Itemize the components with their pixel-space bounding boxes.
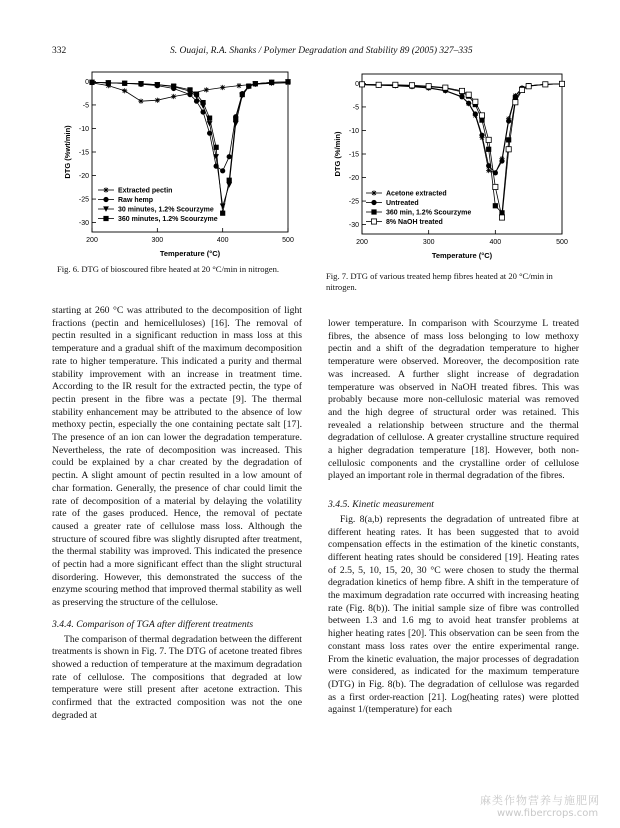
data-point xyxy=(559,81,564,86)
data-point xyxy=(473,111,478,116)
y-axis-label: DTG (%/min) xyxy=(333,131,342,177)
legend-marker xyxy=(371,200,376,205)
x-tick-label: 200 xyxy=(356,239,368,246)
y-tick-label: -20 xyxy=(348,175,359,183)
legend-label: Raw hemp xyxy=(118,197,154,204)
data-point xyxy=(106,80,111,85)
watermark-url: www.fibercrops.com xyxy=(497,808,599,819)
left-column xyxy=(52,305,302,723)
data-point xyxy=(207,116,212,121)
legend-label: 30 minutes, 1.2% Scourzyme xyxy=(118,206,214,214)
data-point xyxy=(227,178,232,183)
data-point xyxy=(269,80,274,85)
section-heading-3-4-5: 3.4.5. Kinetic measurement xyxy=(328,499,434,511)
data-point xyxy=(506,147,511,152)
data-point xyxy=(376,82,381,87)
data-point xyxy=(443,85,448,90)
y-tick-label: -20 xyxy=(78,173,89,181)
fig6-chart xyxy=(48,62,302,274)
data-point xyxy=(187,87,192,92)
legend-label: 8% NaOH treated xyxy=(386,219,443,226)
data-point xyxy=(253,81,258,86)
legend-label: Acetone extracted xyxy=(386,190,447,198)
data-point xyxy=(486,168,491,173)
data-point xyxy=(155,82,160,87)
data-point xyxy=(246,84,251,89)
legend-label: Extracted pectin xyxy=(118,187,173,195)
data-point xyxy=(220,168,225,173)
data-point xyxy=(543,82,548,87)
x-tick-label: 300 xyxy=(422,239,435,246)
data-point xyxy=(227,154,232,159)
watermark-chinese: 麻类作物营养与施肥网 xyxy=(480,794,600,807)
data-point xyxy=(359,82,364,87)
legend-label: 360 min, 1.2% Scourzyme xyxy=(386,209,472,217)
x-tick-label: 400 xyxy=(489,239,502,246)
y-tick-label: -5 xyxy=(82,102,89,110)
data-point xyxy=(499,158,504,163)
left-paragraph-1: starting at 260 °C was attributed to the decomposition of light fractions (pectin and hemicelluloses) [16]. The removal of pectin resulted in a significant reduction in mass loss at this temperature and a gradual shift of the maximum decomposition rate to higher temperature. This indicated a purity and thermal stability improvement with an increase in treatment time. According to the IR result for the extracted pectin, the type of pectin present in the fibre was a pectate [9]. The thermal stability enhancement may be attributed to the absence of low methoxy pectin, especially the one containing pectate salt [17]. The presence of an ion can lower the degradation temperature. Nevertheless, the rate of decomposition was increased. This could be explained by a char created by the degradation of pectin. A slight amount of pectin resulted in a low amount of char formation. Generally, the presence of char could limit the rate of decomposition of a material by delaying the volatility rate of the gases produced. Hence, the removal of pectate caused a greater rate of cellulose mass loss. Although the structure of scoured fibre was slightly disrupted after treatment, the thermal stability was improved. This indicated the presence of pectin had a more significant effect than the slight structural disordering. However, this demonstrated the success of the enzyme scouring method that improved thermal stability as well as preserving the structure of the cellulose. xyxy=(52,305,302,609)
data-point xyxy=(409,83,414,88)
x-tick-label: 500 xyxy=(556,239,568,246)
y-tick-label: -10 xyxy=(78,125,89,133)
y-tick-label: -25 xyxy=(348,198,359,206)
y-tick-label: -10 xyxy=(348,127,359,135)
data-point xyxy=(526,84,531,89)
data-point xyxy=(214,145,219,150)
data-point xyxy=(426,84,431,89)
data-point xyxy=(479,133,484,138)
legend-marker xyxy=(371,209,376,214)
right-paragraph-2: Fig. 8(a,b) represents the degradation of untreated fibre at different heating rates. It has been suggested that to avoid compensation effects in the estimation of the kinetic constants, different heating rates should be considered [19]. Heating rates of 2.5, 5, 10, 15, 20, 30 °C were chosen to study the thermal degradation kinetics of hemp fibre. A shift in the temperature of the maximum degradation rate occurred with increasing heating rate (Fig. 8(b)). The initial sample size of fibre was controlled between 1.3 and 1.6 mg to avoid heat transfer problems at higher heating rates [20]. This observation can be seen from the constant mass loss rates over the entire experimental range. From the kinetic evaluation, the major processes of degradation were considered, as indicated for the maximum temperature (DTG) in Fig. 8(b). The degradation of cellulose was regarded as a first order-reaction [21]. Log(heating rates) were plotted against 1/(temperature) for each xyxy=(328,513,579,716)
series-1 xyxy=(359,81,564,175)
legend-marker xyxy=(371,219,376,224)
y-tick-label: 0 xyxy=(85,78,89,86)
legend-marker xyxy=(103,187,108,192)
data-point xyxy=(459,88,464,93)
running-title: S. Ouajai, R.A. Shanks / Polymer Degradation and Stability 89 (2005) 327–335 xyxy=(170,46,473,56)
data-point xyxy=(200,100,205,105)
right-column xyxy=(328,318,579,717)
fig7-chart xyxy=(328,62,582,274)
y-tick-label: -30 xyxy=(78,220,89,228)
legend-label: Untreated xyxy=(386,200,419,207)
left-paragraph-2: The comparison of thermal degradation between the different treatments is shown in Fig. 7. The DTG of acetone treated fibres showed a reduction of temperature at the maximum degradation rate of cellulose. The compositions that degraded at low temperature were still present after acetone extraction. This confirmed that the extracted composition was not the one degraded at xyxy=(52,633,302,721)
data-point xyxy=(393,82,398,87)
data-point xyxy=(122,81,127,86)
x-tick-label: 300 xyxy=(151,237,164,244)
page-number: 332 xyxy=(52,46,67,56)
data-point xyxy=(122,88,127,93)
data-point xyxy=(220,211,225,216)
fig6-caption: Fig. 6. DTG of bioscoured fibre heated at 20 °C/min in nitrogen. xyxy=(57,264,280,274)
y-tick-label: -25 xyxy=(78,196,89,204)
data-point xyxy=(506,118,511,123)
data-point xyxy=(138,99,143,104)
data-point xyxy=(466,101,471,106)
legend-label: 360 minutes, 1.2% Scourzyme xyxy=(118,216,218,223)
data-point xyxy=(473,99,478,104)
figure-6 xyxy=(48,62,302,274)
x-tick-label: 400 xyxy=(216,237,229,244)
data-point xyxy=(194,92,199,97)
data-point xyxy=(459,94,464,99)
data-point xyxy=(519,87,524,92)
data-point xyxy=(236,83,241,88)
figure-7 xyxy=(328,62,582,274)
x-tick-label: 500 xyxy=(282,237,294,244)
data-point xyxy=(171,84,176,89)
section-heading-3-4-4: 3.4.4. Comparison of TGA after different treatments xyxy=(52,618,254,630)
x-axis-label: Temperature (°C) xyxy=(431,251,493,260)
data-point xyxy=(285,79,290,84)
data-point xyxy=(171,94,176,99)
data-point xyxy=(499,215,504,220)
data-point xyxy=(479,113,484,118)
data-point xyxy=(204,87,209,92)
data-point xyxy=(226,182,232,187)
y-tick-label: -15 xyxy=(348,151,359,159)
data-point xyxy=(220,85,225,90)
right-paragraph-1: lower temperature. In comparison with Scourzyme L treated fibres, the absence of mass loss belonging to low methoxy pectin and a shift of the degradation temperature to higher temperature were observed. Moreover, the decomposition rate was increased. A further slight increase of degradation temperature was observed in NaOH treated fibres. This was probably because more non-cellulosic material was removed and the high degree of structural order was retained. This revealed a relationship between structure and the thermal degradation of cellulose. A greater crystalline structure required a higher degradation temperature [18]. However, both non-cellulosic components and the crystalline order of cellulose played an important role in thermal degradation of the fibres. xyxy=(328,318,579,482)
legend-marker xyxy=(371,190,376,195)
x-tick-label: 200 xyxy=(86,237,98,244)
y-tick-label: -5 xyxy=(352,104,359,112)
data-point xyxy=(513,100,518,105)
y-tick-label: 0 xyxy=(355,80,359,88)
data-point xyxy=(138,81,143,86)
data-point xyxy=(89,80,94,85)
fig7-caption: Fig. 7. DTG of various treated hemp fibres heated at 20 °C/min in nitrogen. xyxy=(326,271,553,292)
y-tick-label: -15 xyxy=(78,149,89,157)
data-point xyxy=(486,137,491,142)
data-point xyxy=(493,184,498,189)
data-point xyxy=(466,92,471,97)
data-point xyxy=(240,92,245,97)
data-point xyxy=(233,116,238,121)
legend-marker xyxy=(103,197,108,202)
legend-marker xyxy=(103,216,108,221)
y-tick-label: -30 xyxy=(348,222,359,230)
data-point xyxy=(493,203,498,208)
data-point xyxy=(155,98,160,103)
x-axis-label: Temperature (°C) xyxy=(159,249,221,258)
y-axis-label: DTG (%wt/min) xyxy=(63,125,72,179)
series-3 xyxy=(89,79,290,215)
